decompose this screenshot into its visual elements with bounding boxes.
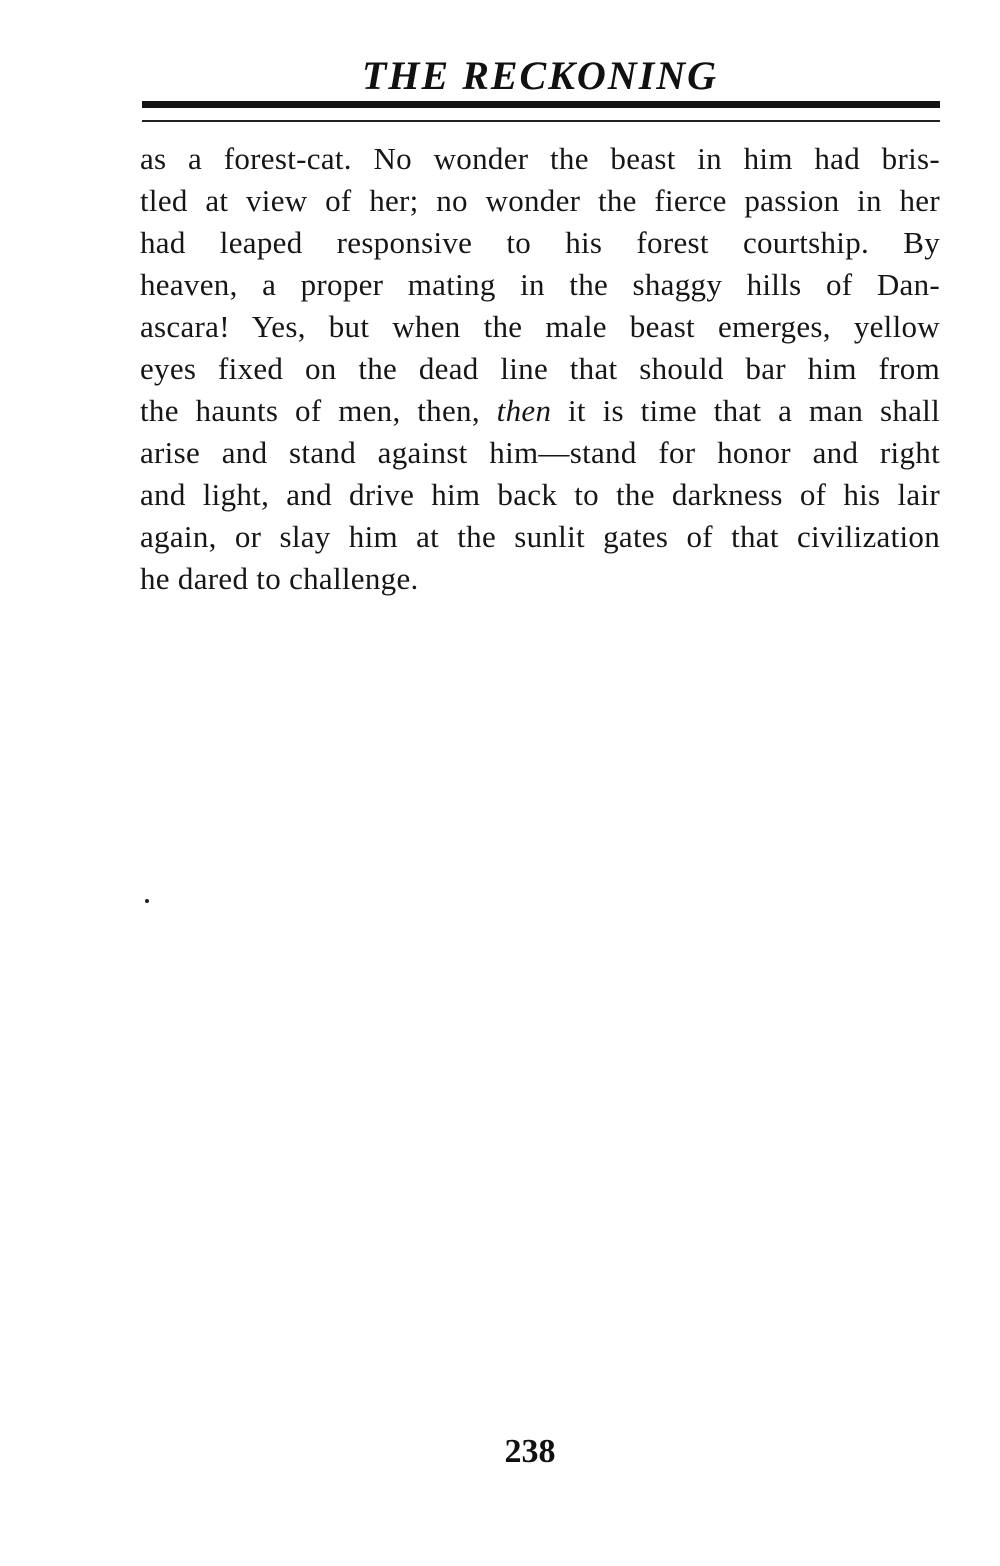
header-rule-thin bbox=[142, 120, 940, 122]
text-line-3: had leaped responsive to his forest courtship. By bbox=[140, 225, 940, 260]
text-line-4: heaven, a proper mating in the shaggy hills of Dan- bbox=[140, 267, 940, 302]
text-line-5: ascara! Yes, but when the male beast emerges, yellow bbox=[140, 309, 940, 344]
body-text bbox=[140, 138, 940, 600]
text-line-11: he dared to challenge. bbox=[140, 561, 419, 596]
text-line-1: as a forest-cat. No wonder the beast in him had bris- bbox=[140, 141, 940, 176]
text-line-7-prefix: the haunts of men, then, bbox=[140, 393, 480, 428]
running-head-title: THE RECKONING bbox=[361, 53, 719, 98]
text-line-7-suffix: it is time that a man shall bbox=[568, 393, 941, 428]
text-line-7 bbox=[140, 390, 940, 432]
text-line-8: arise and stand against him—stand for honor and right bbox=[140, 435, 940, 470]
text-line-9: and light, and drive him back to the darkness of his lair bbox=[140, 477, 940, 512]
emphasized-word: then bbox=[496, 393, 552, 428]
stray-ink-dot bbox=[145, 899, 149, 903]
text-line-6: eyes fixed on the dead line that should bar him from bbox=[140, 351, 940, 386]
page-number: 238 bbox=[504, 1433, 556, 1470]
text-line-10: again, or slay him at the sunlit gates of that civilization bbox=[140, 519, 940, 554]
text-line-2: tled at view of her; no wonder the fierce passion in her bbox=[140, 183, 940, 218]
header-rule-thick bbox=[142, 101, 940, 108]
